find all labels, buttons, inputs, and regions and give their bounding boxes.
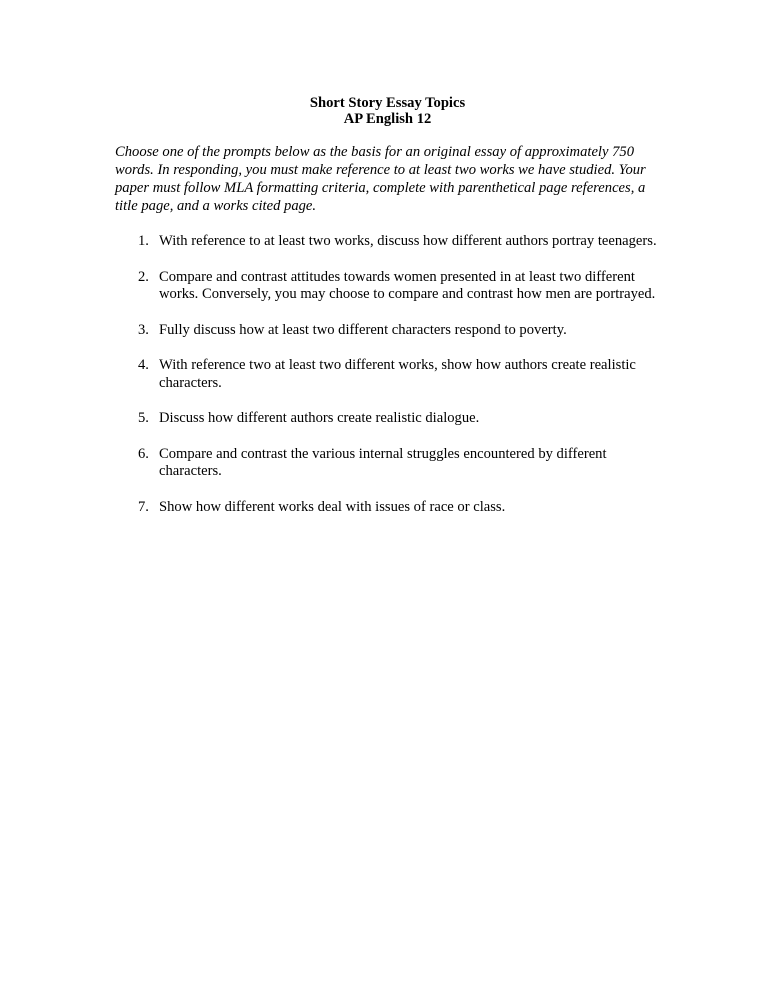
list-item bbox=[115, 410, 660, 428]
list-item bbox=[115, 322, 660, 340]
prompt-text: Fully discuss how at least two different characters respond to poverty. bbox=[159, 321, 567, 338]
list-item bbox=[115, 233, 660, 251]
list-item bbox=[115, 499, 660, 517]
prompt-number: 1. bbox=[138, 233, 149, 249]
instructions-paragraph: Choose one of the prompts below as the basis for an original essay of approximately 750 words. In responding, you must make reference to at least two works we have studied. Your paper must follow MLA formatting criteria, complete with parenthetical page references, a title page, and a works cited page. bbox=[115, 144, 646, 214]
document-subtitle: AP English 12 bbox=[343, 111, 432, 127]
prompt-number: 4. bbox=[138, 357, 149, 373]
prompt-list bbox=[115, 233, 660, 516]
prompt-number: 2. bbox=[138, 268, 149, 285]
prompt-number: 6. bbox=[138, 445, 149, 462]
prompt-text: Compare and contrast the various internal struggles encountered by different characters. bbox=[159, 445, 607, 479]
prompt-number: 3. bbox=[138, 321, 149, 338]
prompt-text: With reference to at least two works, discuss how different authors portray teenagers. bbox=[159, 233, 657, 249]
document-page bbox=[115, 95, 660, 534]
prompt-text: Compare and contrast attitudes towards women presented in at least two different works. Conversely, you may choose to compare and contrast how men are portrayed. bbox=[159, 268, 656, 302]
list-item bbox=[115, 357, 660, 392]
list-item bbox=[115, 269, 660, 304]
prompt-number: 7. bbox=[138, 498, 149, 515]
prompt-text: With reference two at least two different works, show how authors create realistic characters. bbox=[159, 357, 636, 391]
document-title: Short Story Essay Topics bbox=[309, 95, 466, 111]
list-item bbox=[115, 446, 660, 481]
prompt-text: Show how different works deal with issues of race or class. bbox=[159, 498, 506, 515]
prompt-text: Discuss how different authors create realistic dialogue. bbox=[159, 410, 480, 426]
prompt-number: 5. bbox=[138, 410, 149, 426]
